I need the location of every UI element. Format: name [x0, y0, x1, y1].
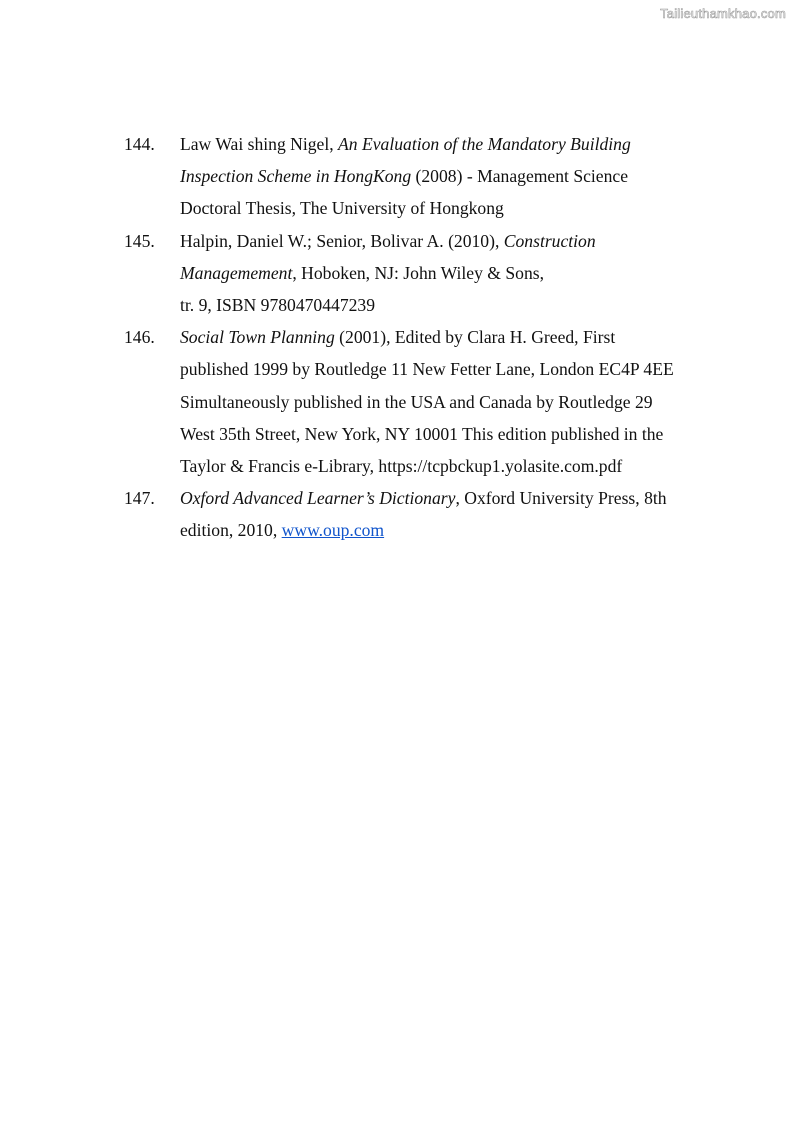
reference-line — [180, 418, 724, 450]
reference-title: Managemement — [180, 262, 293, 283]
reference-title: Construction — [503, 230, 596, 251]
reference-number: 146. — [124, 327, 155, 348]
reference-line — [180, 192, 724, 224]
reference-number: 147. — [124, 488, 155, 509]
reference-text: edition, 2010, — [180, 520, 282, 541]
reference-text: Halpin, Daniel W.; Senior, Bolivar A. (2010), — [180, 230, 504, 251]
reference-line — [180, 257, 724, 289]
reference-text: , Hoboken, NJ: John Wiley & Sons, — [292, 262, 545, 283]
watermark-text: Tailieuthamkhao.com — [660, 6, 786, 21]
reference-item — [124, 128, 724, 225]
reference-text: Doctoral Thesis, The University of Hongkong — [180, 198, 504, 219]
reference-text: published 1999 by Routledge 11 New Fetter Lane, London EC4P 4EE — [180, 359, 674, 380]
reference-text: Taylor & Francis e-Library, https://tcpbckup1.yolasite.com.pdf — [180, 456, 623, 477]
reference-text: (2001), Edited by Clara H. Greed, First — [334, 327, 616, 348]
reference-text: tr. 9, ISBN 9780470447239 — [180, 295, 376, 316]
reference-item — [124, 321, 724, 482]
reference-line — [180, 289, 724, 321]
reference-line — [180, 353, 724, 385]
reference-line — [180, 386, 724, 418]
reference-text: (2008) - Management Science — [411, 166, 629, 187]
reference-title: Oxford Advanced Learner’s Dictionary — [180, 488, 456, 509]
reference-text: Law Wai shing Nigel, — [180, 134, 339, 154]
reference-line — [180, 450, 724, 482]
reference-line — [180, 160, 724, 192]
reference-item — [124, 225, 724, 322]
reference-number: 144. — [124, 134, 155, 154]
reference-list — [124, 128, 724, 547]
reference-title: An Evaluation of the Mandatory Building — [338, 134, 631, 154]
reference-line — [180, 514, 724, 546]
reference-title: Social Town Planning — [180, 327, 335, 348]
reference-line — [180, 482, 724, 514]
reference-text: West 35th Street, New York, NY 10001 This edition published in the — [180, 423, 664, 444]
reference-item — [124, 482, 724, 546]
reference-line — [180, 321, 724, 353]
reference-line — [180, 128, 724, 160]
reference-text: Simultaneously published in the USA and Canada by Routledge 29 — [180, 391, 653, 412]
reference-text: , Oxford University Press, 8th — [455, 488, 667, 509]
reference-line — [180, 225, 724, 257]
reference-link[interactable]: www.oup.com — [281, 520, 385, 541]
reference-number: 145. — [124, 230, 155, 251]
reference-title: Inspection Scheme in HongKong — [180, 166, 412, 187]
